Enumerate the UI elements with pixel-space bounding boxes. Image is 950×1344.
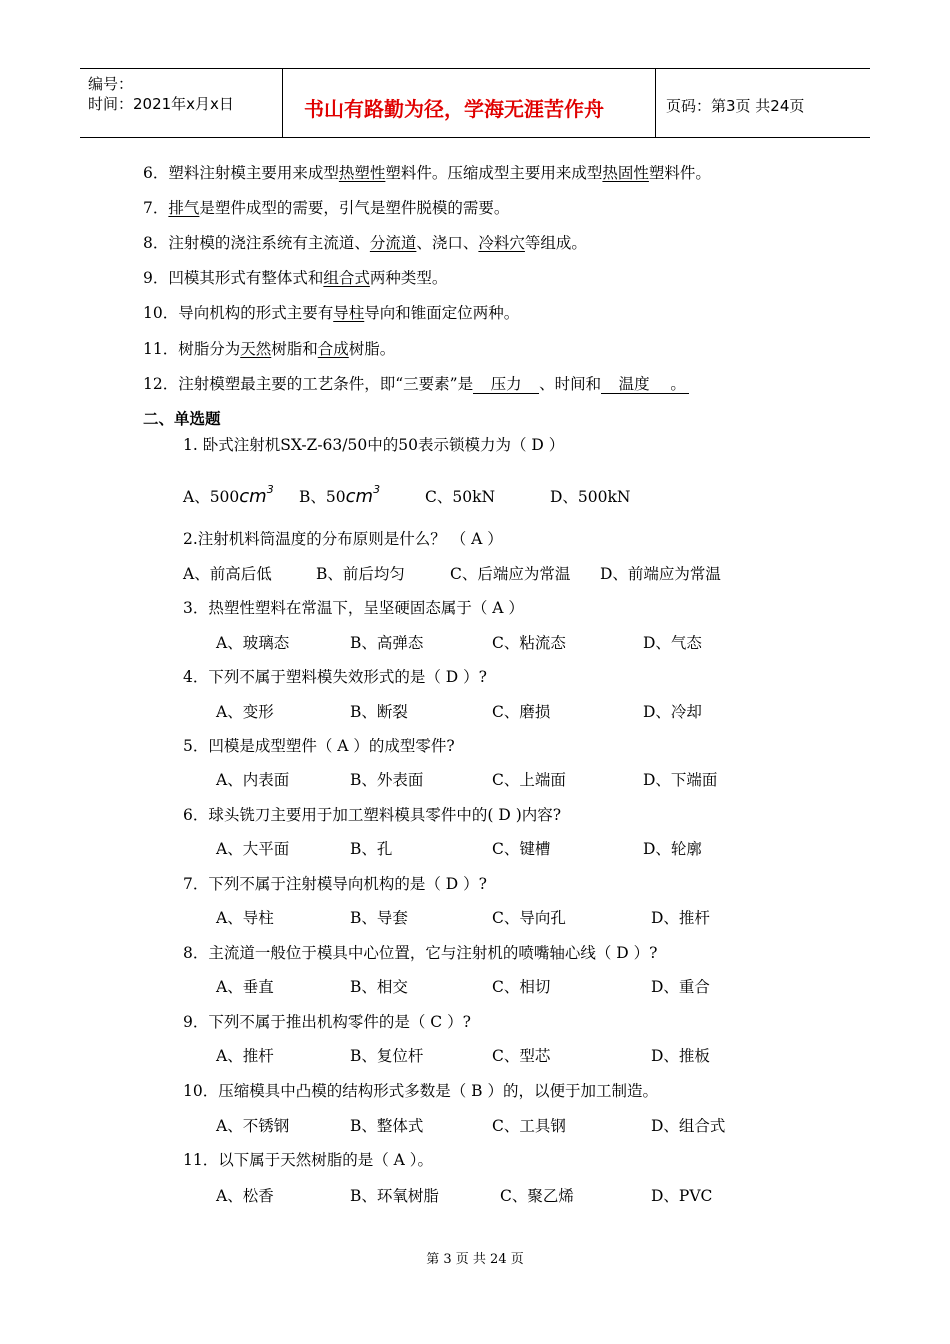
option: D、推杆 (651, 909, 710, 927)
option: C、导向孔 (492, 909, 566, 927)
fill-item: 7．排气是塑件成型的需要，引气是塑件脱模的需要。 (143, 199, 510, 217)
question: 10．压缩模具中凸模的结构形式多数是（ B ）的，以便于加工制造。 (183, 1082, 658, 1100)
option: A、松香 (216, 1187, 274, 1205)
number-label: 编号： (88, 75, 134, 93)
page-label: 页码：第3页 共24页 (666, 97, 805, 115)
option: A、推杆 (216, 1047, 274, 1065)
question: 5．凹模是成型塑件（ A ）的成型零件? (183, 737, 455, 755)
option: B、导套 (350, 909, 408, 927)
option: B、前后均匀 (316, 565, 405, 583)
option: C、后端应为常温 (450, 565, 571, 583)
page-footer: 第 3 页 共 24 页 (426, 1252, 524, 1267)
option: B、$50cm^3$ (299, 483, 381, 507)
option: A、玻璃态 (216, 634, 290, 652)
option: A、不锈钢 (216, 1117, 290, 1135)
option: B、相交 (350, 978, 408, 996)
time-label: 时间：2021年x月x日 (88, 95, 234, 113)
option: D、PVC (651, 1187, 713, 1205)
option: A、前高后低 (183, 565, 272, 583)
question: 6．球头铣刀主要用于加工塑料模具零件中的( D )内容? (183, 806, 562, 824)
option: D、轮廓 (643, 840, 702, 858)
option: D、500kN (550, 488, 631, 506)
option: B、复位杆 (350, 1047, 424, 1065)
option: C、相切 (492, 978, 551, 996)
option: C、型芯 (492, 1047, 551, 1065)
option: A、变形 (216, 703, 274, 721)
question: 8．主流道一般位于模具中心位置，它与注射机的喷嘴轴心线（ D ）? (183, 944, 658, 962)
option: A、大平面 (216, 840, 290, 858)
option: D、推板 (651, 1047, 710, 1065)
answer: 导柱 (333, 304, 365, 322)
answer: 分流道 (369, 234, 417, 252)
option: B、外表面 (350, 771, 424, 789)
option: B、孔 (350, 840, 393, 858)
option: B、高弹态 (350, 634, 424, 652)
option: B、整体式 (350, 1117, 424, 1135)
option: A、垂直 (216, 978, 274, 996)
option: C、聚乙烯 (500, 1187, 574, 1205)
question: 7．下列不属于注射模导向机构的是（ D ）? (183, 875, 487, 893)
answer: 温度 (601, 375, 667, 394)
option: A、内表面 (216, 771, 290, 789)
answer: 冷料穴 (478, 234, 525, 252)
option: C、粘流态 (492, 634, 566, 652)
question: 2.注射机料筒温度的分布原则是什么？ （ A ） (183, 530, 503, 548)
option: A、导柱 (216, 909, 274, 927)
answer: 天然 (240, 340, 272, 358)
answer: 排气 (168, 199, 200, 217)
option: D、前端应为常温 (600, 565, 721, 583)
question: 3．热塑性塑料在常温下，呈坚硬固态属于（ A ） (183, 599, 524, 617)
option: C、磨损 (492, 703, 551, 721)
answer: 热塑性 (338, 164, 386, 182)
answer: 组合式 (323, 269, 370, 287)
option: C、工具钢 (492, 1117, 566, 1135)
option: D、气态 (643, 634, 702, 652)
question: 11．以下属于天然树脂的是（ A ）。 (183, 1151, 434, 1169)
option: D、下端面 (643, 771, 718, 789)
header-divider (655, 69, 656, 137)
question: 9．下列不属于推出机构零件的是（ C ）? (183, 1013, 471, 1031)
option: D、冷却 (643, 703, 702, 721)
question: 4．下列不属于塑料模失效形式的是（ D ）? (183, 668, 487, 686)
option: C、键槽 (492, 840, 551, 858)
option: C、50kN (425, 488, 496, 506)
option: C、上端面 (492, 771, 566, 789)
section-title: 二、单选题 (143, 410, 221, 428)
motto: 书山有路勤为径，学海无涯苦作舟 (304, 97, 604, 121)
option: D、重合 (651, 978, 710, 996)
answer: 压力 (473, 375, 539, 394)
answer: 合成 (317, 340, 349, 358)
page-header (80, 68, 870, 138)
option: A、$500cm^3$ (183, 483, 274, 507)
fill-item: 10．导向机构的形式主要有导柱导向和锥面定位两种。 (143, 304, 520, 322)
option: B、环氧树脂 (350, 1187, 439, 1205)
fill-item: 9．凹模其形式有整体式和组合式两种类型。 (143, 269, 448, 287)
fill-item: 12．注射模塑最主要的工艺条件，即“三要素”是 压力 、时间和 温度 。 (143, 372, 689, 394)
fill-item: 11．树脂分为天然树脂和合成树脂。 (143, 340, 396, 358)
answer: 热固性 (602, 164, 649, 182)
fill-item: 8．注射模的浇注系统有主流道、分流道、浇口、冷料穴等组成。 (143, 234, 587, 252)
fill-item: 6．塑料注射模主要用来成型热塑性塑料件。压缩成型主要用来成型热固性塑料件。 (143, 164, 711, 182)
option: B、断裂 (350, 703, 408, 721)
question: 1. 卧式注射机SX-Z-63/50中的50表示锁模力为（ D ） (183, 436, 565, 454)
option: D、组合式 (651, 1117, 726, 1135)
